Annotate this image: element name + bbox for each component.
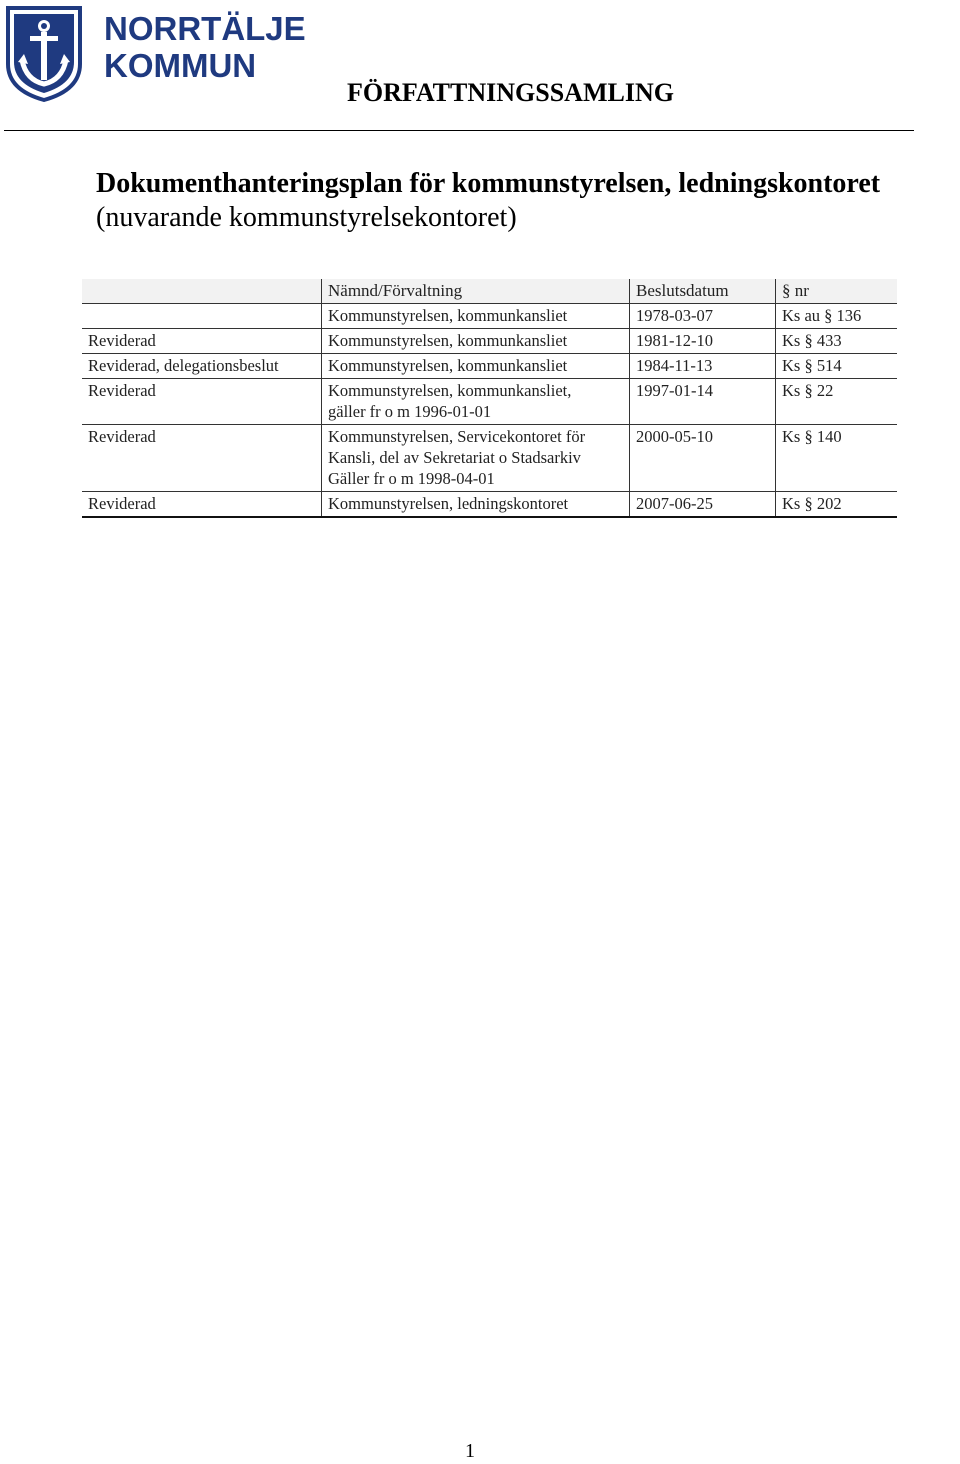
header-status: [82, 279, 322, 304]
cell-date: 1984-11-13: [630, 354, 776, 379]
cell-date: 1997-01-14: [630, 379, 776, 425]
anchor-shield-icon: [4, 4, 84, 102]
cell-body: [322, 354, 630, 379]
table-row: [82, 329, 897, 354]
cell-status: [82, 304, 322, 329]
cell-date: 1981-12-10: [630, 329, 776, 354]
cell-date: 1978-03-07: [630, 304, 776, 329]
cell-body: [322, 329, 630, 354]
cell-status: Reviderad: [82, 492, 322, 518]
collection-title: FÖRFATTNINGSSAMLING: [347, 78, 674, 107]
document-subtitle: (nuvarande kommunstyrelsekontoret): [96, 202, 517, 233]
table-row: [82, 425, 897, 492]
cell-body-line: Gäller fr o m 1998-04-01: [328, 469, 495, 488]
cell-nr: Ks au § 136: [782, 306, 862, 325]
revision-history-table: [82, 279, 897, 518]
table-header-row: [82, 279, 897, 304]
header-divider: [4, 130, 914, 131]
cell-status: Reviderad: [82, 329, 322, 354]
cell-nr: Ks § 514: [776, 354, 898, 379]
cell-body: [322, 379, 630, 425]
table-row: [82, 354, 897, 379]
logo-line-1: NORRTÄLJE: [104, 10, 306, 47]
cell-nr: Ks § 140: [776, 425, 898, 492]
header-body: Nämnd/Förvaltning: [322, 279, 630, 304]
cell-body-line: gäller fr o m 1996-01-01: [328, 402, 492, 421]
cell-body: [322, 304, 630, 329]
municipality-logo: [4, 4, 306, 104]
logo-line-2: KOMMUN: [104, 47, 257, 84]
cell-nr: Ks § 433: [776, 329, 898, 354]
header-date: Beslutsdatum: [630, 279, 776, 304]
cell-body-line: Kommunstyrelsen, ledningskontoret: [328, 494, 569, 513]
cell-status: Reviderad: [82, 379, 322, 425]
cell-status: Reviderad: [82, 425, 322, 492]
logo-wordmark: [104, 10, 306, 84]
cell-body-line: Kommunstyrelsen, Servicekontoret för: [328, 427, 586, 446]
page-number: 1: [465, 1440, 475, 1462]
cell-body-line: Kommunstyrelsen, kommunkansliet: [328, 306, 568, 325]
cell-body-line: Kansli, del av Sekretariat o Stadsarkiv: [328, 448, 581, 467]
cell-nr: Ks § 202: [776, 492, 898, 518]
cell-status: Reviderad, delegationsbeslut: [82, 354, 322, 379]
cell-body: [322, 425, 630, 492]
cell-body-line: Kommunstyrelsen, kommunkansliet: [328, 331, 568, 350]
table-row: [82, 379, 897, 425]
cell-body: [322, 492, 630, 518]
header-nr: § nr: [776, 279, 898, 304]
cell-date: 2000-05-10: [630, 425, 776, 492]
table-row: [82, 304, 897, 329]
cell-body-line: Kommunstyrelsen, kommunkansliet,: [328, 381, 572, 400]
cell-body-line: Kommunstyrelsen, kommunkansliet: [328, 356, 568, 375]
cell-nr: Ks § 22: [776, 379, 898, 425]
document-title: Dokumenthanteringsplan för kommunstyrelsen, ledningskontoret: [96, 168, 881, 199]
table-row: [82, 492, 897, 518]
cell-date: 2007-06-25: [630, 492, 776, 518]
